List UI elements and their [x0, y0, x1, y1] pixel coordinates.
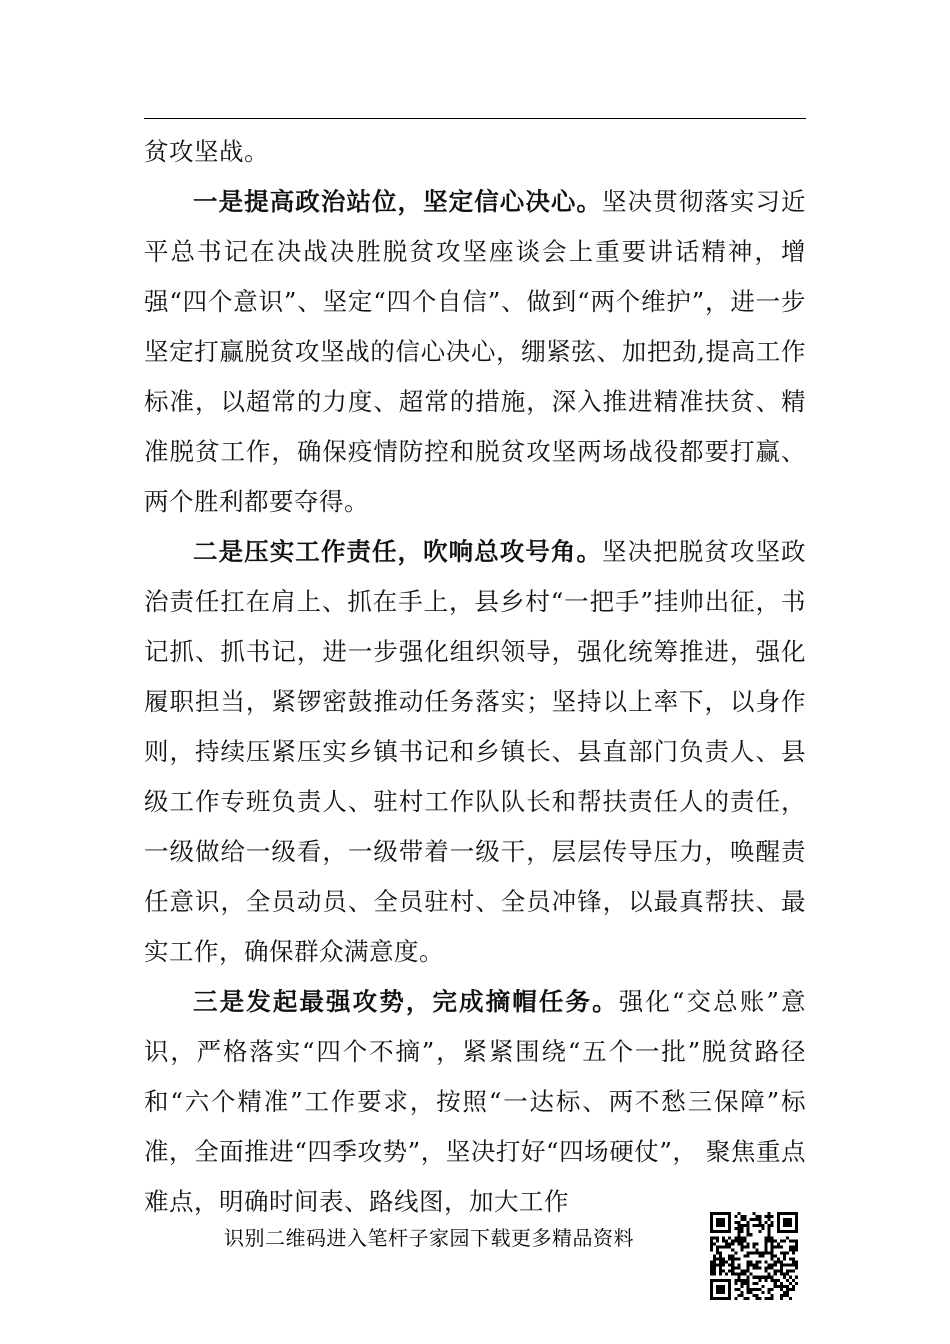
paragraph-lead: 一是提高政治站位，坚定信心决心。	[193, 187, 603, 216]
paragraph-text: 坚决贯彻落实习近平总书记在决战决胜脱贫攻坚座谈会上重要讲话精神，增强“四个意识”、坚定“四个自信”、做到“两个维护”，进一步坚定打赢脱贫攻坚战的信心决心，绷紧弦、加把劲,提高工作标准，以超常的力度、超常的措施，深入推进精准扶贫、精准脱贫工作，确保疫情防控和脱贫攻坚两场战役都要打赢、两个胜利都要夺得。	[144, 187, 807, 516]
paragraph-2	[144, 527, 806, 977]
paragraph-3	[144, 977, 806, 1227]
document-body	[144, 127, 806, 1227]
header-rule	[144, 118, 806, 119]
paragraph-0	[144, 127, 806, 177]
paragraph-text: 贫攻坚战。	[144, 137, 269, 166]
paragraph-1	[144, 177, 806, 527]
qr-code-icon[interactable]	[710, 1212, 798, 1300]
footer-promo-text: 识别二维码进入笔杆子家园下载更多精品资料	[224, 1226, 634, 1250]
paragraph-lead: 二是压实工作责任，吹响总攻号角。	[193, 537, 603, 566]
paragraph-text: 坚决把脱贫攻坚政治责任扛在肩上、抓在手上，县乡村“一把手”挂帅出征，书记抓、抓书记，进一步强化组织领导，强化统筹推进，强化履职担当，紧锣密鼓推动任务落实；坚持以上率下，以身作则，持续压紧压实乡镇书记和乡镇长、县直部门负责人、县级工作专班负责人、驻村工作队队长和帮扶责任人的责任，一级做给一级看，一级带着一级干，层层传导压力，唤醒责任意识，全员动员、全员驻村、全员冲锋，以最真帮扶、最实工作，确保群众满意度。	[144, 537, 807, 966]
paragraph-text: 强化“交总账”意识，严格落实“四个不摘”，紧紧围绕“五个一批”脱贫路径和“六个精准”工作要求，按照“一达标、两不愁三保障”标准，全面推进“四季攻势”，坚决打好“四场硬仗”， 聚焦重点难点，明确时间表、路线图，加大工作	[144, 987, 806, 1216]
paragraph-lead: 三是发起最强攻势，完成摘帽任务。	[193, 987, 619, 1016]
